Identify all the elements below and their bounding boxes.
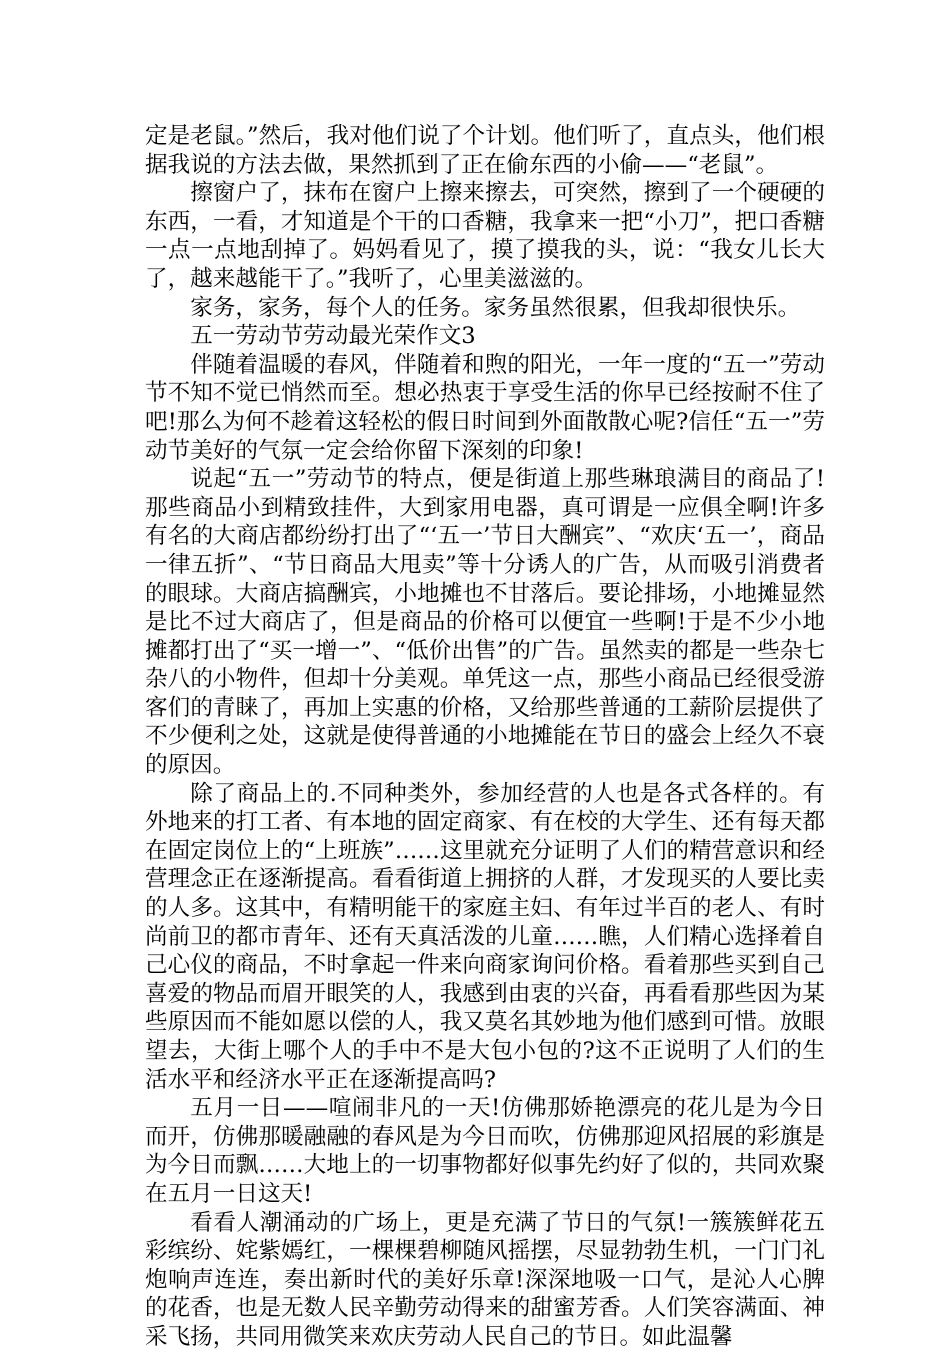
paragraph-8: 看看人潮涌动的广场上，更是充满了节日的气氛!一簇簇鲜花五彩缤纷、姹紫嫣红，一棵棵碧柳随风摇摆，尽显勃勃生机，一门门礼炮响声连连，奏出新时代的美好乐章!深深地吸一口气，是沁人心脾的花香，也是无数人民辛勤劳动得来的甜蜜芳香。人们笑容满面、神采飞扬，共同用微笑来欢庆劳动人民自己的节日。如此温馨 bbox=[145, 1209, 825, 1350]
paragraph-6: 除了商品上的.不同种类外，参加经营的人也是各式各样的。有外地来的打工者、有本地的固定商家、有在校的大学生、还有每天都在固定岗位上的“上班族”……这里就充分证明了人们的精营意识和经营理念正在逐渐提高。看看街道上拥挤的人群，才发现买的人要比卖的人多。这其中，有精明能干的家庭主妇、有年过半百的老人、有时尚前卫的都市青年、还有天真活泼的儿童……瞧，人们精心选择着自己心仪的商品，不时拿起一件来向商家询问价格。看着那些买到自己喜爱的物品而眉开眼笑的人，我感到由衷的兴奋，再看看那些因为某些原因而不能如愿以偿的人，我又莫名其妙地为他们感到可惜。放眼望去，大街上哪个人的手中不是大包小包的?这不正说明了人们的生活水平和经济水平正在逐渐提高吗? bbox=[145, 780, 825, 1093]
paragraph-4: 伴随着温暖的春风，伴随着和煦的阳光，一年一度的“五一”劳动节不知不觉已悄然而至。想必热衷于享受生活的你早已经按耐不住了吧!那么为何不趁着这轻松的假日时间到外面散散心呢?信任“五一”劳动节美好的气氛一定会给你留下深刻的印象! bbox=[145, 351, 825, 464]
section-heading: 五一劳动节劳动最光荣作文3 bbox=[190, 323, 476, 350]
paragraph-3: 家务，家务，每个人的任务。家务虽然很累，但我却很快乐。 bbox=[190, 294, 801, 321]
document-page bbox=[145, 122, 825, 1352]
paragraph-1: 定是老鼠。”然后，我对他们说了个计划。他们听了，直点头，他们根据我说的方法去做，果然抓到了正在偷东西的小偷——“老鼠”。 bbox=[145, 123, 825, 178]
paragraph-7: 五月一日——喧闹非凡的一天!仿佛那娇艳漂亮的花儿是为今日而开，仿佛那暖融融的春风是为今日而吹，仿佛那迎风招展的彩旗是为今日而飘……大地上的一切事物都好似事先约好了似的，共同欢聚在五月一日这天! bbox=[145, 1095, 825, 1207]
paragraph-5: 说起“五一”劳动节的特点，便是街道上那些琳琅满目的商品了!那些商品小到精致挂件，大到家用电器，真可谓是一应俱全啊!许多有名的大商店都纷纷打出了“‘五一’节日大酬宾”、“欢庆‘五一’，商品一律五折”、“节日商品大甩卖”等十分诱人的广告，从而吸引消费者的眼球。大商店搞酬宾，小地摊也不甘落后。要论排场，小地摊显然是比不过大商店了，但是商品的价格可以便宜一些啊!于是不少小地摊都打出了“买一增一”、“低价出售”的广告。虽然卖的都是一些杂七杂八的小物件，但却十分美观。单凭这一点，那些小商品已经很受游客们的青睐了，再加上实惠的价格，又给那些普通的工薪阶层提供了不少便利之处，这就是使得普通的小地摊能在节日的盛会上经久不衰的原因。 bbox=[145, 466, 825, 779]
paragraph-2: 擦窗户了，抹布在窗户上擦来擦去，可突然，擦到了一个硬硬的东西，一看，才知道是个干的口香糖，我拿来一把“小刀”，把口香糖一点一点地刮掉了。妈妈看见了，摸了摸我的头，说：“我女儿长大了，越来越能干了。”我听了，心里美滋滋的。 bbox=[145, 180, 825, 292]
